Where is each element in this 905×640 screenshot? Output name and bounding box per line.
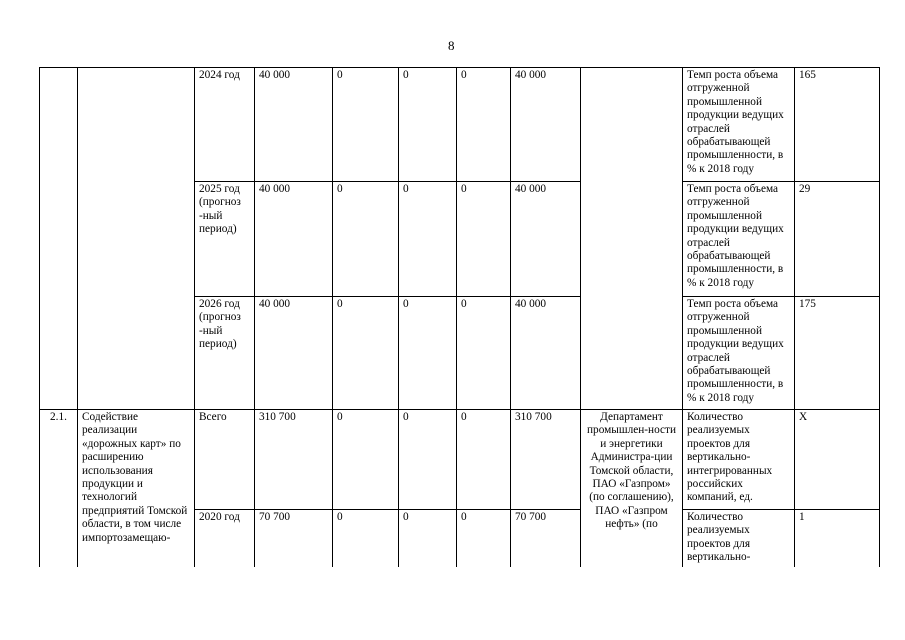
local-cell: 0 — [457, 297, 511, 410]
total-cell: 310 700 — [255, 410, 333, 510]
federal-cell: 0 — [333, 510, 399, 590]
total-cell: 70 700 — [255, 510, 333, 590]
table-row — [40, 68, 880, 182]
item-name-cell — [78, 68, 195, 410]
indicator-value-cell: 29 — [795, 182, 880, 297]
regional-cell: 0 — [399, 510, 457, 590]
year-cell: 2024 год — [195, 68, 255, 182]
period-cell: Всего — [195, 410, 255, 510]
item-number-cell: 2.1. — [40, 410, 78, 590]
other-sources-cell: 310 700 — [511, 410, 581, 510]
total-cell: 40 000 — [255, 68, 333, 182]
indicator-cell: Количество реализуемых проектов для вертикально- — [683, 510, 795, 590]
year-cell: 2026 год (прогноз -ный период) — [195, 297, 255, 410]
executor-cell: Департамент промышлен-ности и энергетики Администра-ции Томской области, ПАО «Газпром» (по соглашению), ПАО «Газпром нефть» (по — [581, 410, 683, 590]
indicator-value-cell: Х — [795, 410, 880, 510]
local-cell: 0 — [457, 410, 511, 510]
local-cell: 0 — [457, 182, 511, 297]
indicator-value-cell: 1 — [795, 510, 880, 590]
regional-cell: 0 — [399, 182, 457, 297]
regional-cell: 0 — [399, 410, 457, 510]
table-row — [40, 410, 880, 510]
page-number: 8 — [448, 38, 455, 53]
other-sources-cell: 70 700 — [511, 510, 581, 590]
federal-cell: 0 — [333, 410, 399, 510]
regional-cell: 0 — [399, 297, 457, 410]
indicator-value-cell: 165 — [795, 68, 880, 182]
total-cell: 40 000 — [255, 182, 333, 297]
indicator-cell: Темп роста объема отгруженной промышленной продукции ведущих отраслей обрабатывающей промышленности, в % к 2018 году — [683, 68, 795, 182]
indicator-cell: Темп роста объема отгруженной промышленной продукции ведущих отраслей обрабатывающей промышленности, в % к 2018 году — [683, 182, 795, 297]
federal-cell: 0 — [333, 68, 399, 182]
local-cell: 0 — [457, 510, 511, 590]
program-activities-table — [39, 67, 880, 590]
indicator-value-cell: 175 — [795, 297, 880, 410]
other-sources-cell: 40 000 — [511, 297, 581, 410]
indicator-cell: Темп роста объема отгруженной промышленной продукции ведущих отраслей обрабатывающей промышленности, в % к 2018 году — [683, 297, 795, 410]
other-sources-cell: 40 000 — [511, 182, 581, 297]
federal-cell: 0 — [333, 182, 399, 297]
indicator-cell: Количество реализуемых проектов для вертикально-интегрированных российских компаний, ед. — [683, 410, 795, 510]
other-sources-cell: 40 000 — [511, 68, 581, 182]
regional-cell: 0 — [399, 68, 457, 182]
year-cell: 2020 год — [195, 510, 255, 590]
year-cell: 2025 год (прогноз -ный период) — [195, 182, 255, 297]
federal-cell: 0 — [333, 297, 399, 410]
item-name-cell: Содействие реализации «дорожных карт» по расширению использования продукции и технологий предприятий Томской области, в том числе импортозамещаю- — [78, 410, 195, 590]
item-number-cell — [40, 68, 78, 410]
executor-cell — [581, 68, 683, 410]
total-cell: 40 000 — [255, 297, 333, 410]
page-bottom-margin — [0, 567, 905, 640]
local-cell: 0 — [457, 68, 511, 182]
